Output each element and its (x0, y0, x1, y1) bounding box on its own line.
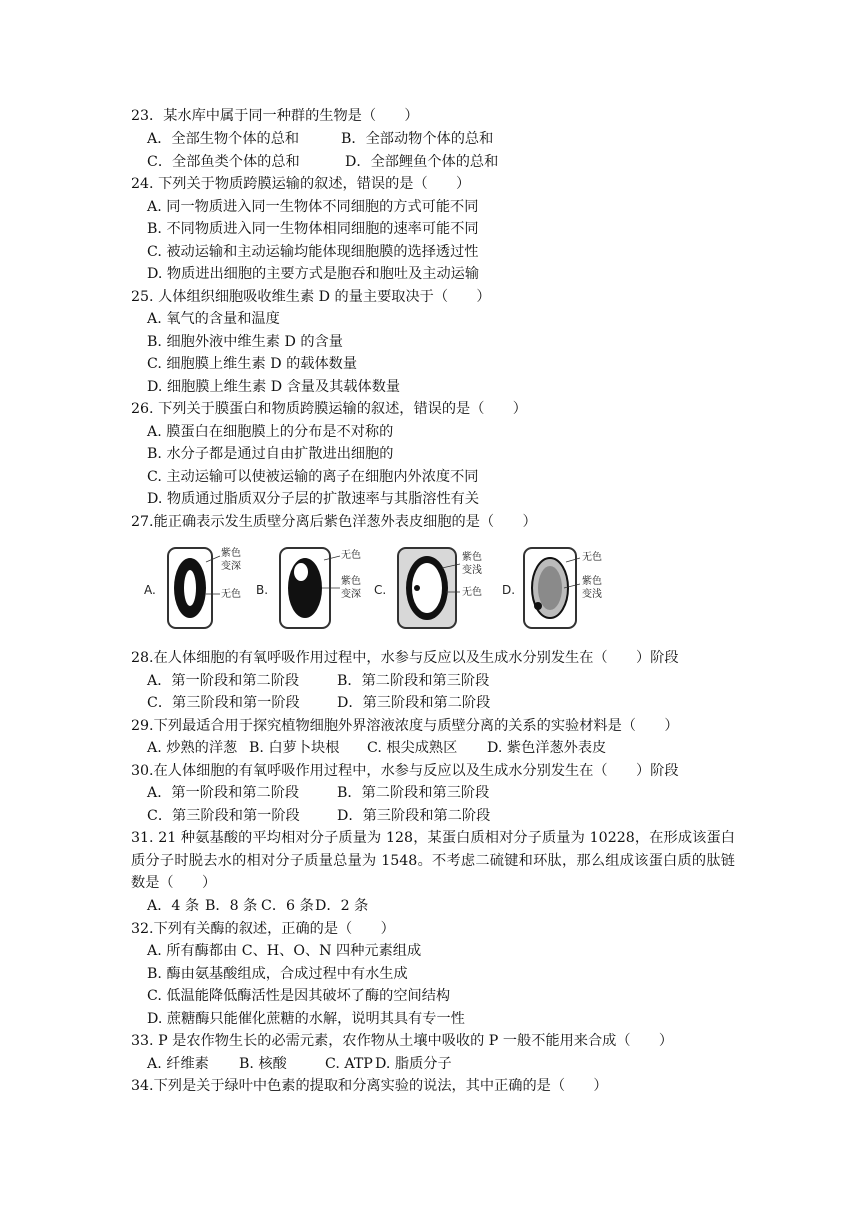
option-c: C. ATP (325, 1056, 373, 1072)
question-25-option-b: B. 细胞外液中维生素 D 的含量 (147, 334, 343, 350)
option-b: B．第二阶段和第三阶段 (337, 673, 490, 689)
question-24-stem: 24. 下列关于物质跨膜运输的叙述，错误的是（ ） (131, 176, 471, 192)
option-a: A．4 条 (147, 898, 200, 914)
question-32-option-c: C. 低温能降低酶活性是因其破坏了酶的空间结构 (147, 988, 451, 1004)
cell-b-diagram (256, 548, 361, 628)
cell-b-nucleus-area (294, 563, 308, 581)
cell-d-label-1: 无色 (582, 552, 602, 563)
option-d: D. 紫色洋葱外表皮 (487, 740, 607, 756)
option-b: B．第二阶段和第三阶段 (337, 785, 490, 801)
question-28-options-row2 (147, 692, 490, 712)
question-32-option-a: A. 所有酶都由 C、H、O、N 四种元素组成 (147, 943, 422, 959)
question-33-stem: 33. P 是农作物生长的必需元素，农作物从土壤中吸收的 P 一般不能用来合成（ ） (131, 1033, 674, 1049)
question-26-option-c: C. 主动运输可以使被运输的离子在细胞内外浓度不同 (147, 469, 479, 485)
question-24-option-c: C. 被动运输和主动运输均能体现细胞膜的选择透过性 (147, 244, 479, 260)
cell-c-diagram (374, 548, 482, 628)
cell-diagrams (140, 542, 620, 634)
option-b: B．全部动物个体的总和 (341, 131, 494, 147)
question-32-stem: 32.下列有关酶的叙述，正确的是（ ） (131, 921, 395, 937)
cell-c-letter: C. (374, 583, 387, 597)
question-25-option-c: C. 细胞膜上维生素 D 的载体数量 (147, 356, 358, 372)
option-a: A．全部生物个体的总和 (147, 131, 300, 147)
option-d: D．第三阶段和第二阶段 (337, 695, 491, 711)
question-26-stem: 26. 下列关于膜蛋白和物质跨膜运输的叙述，错误的是（ ） (131, 401, 527, 417)
question-27-stem: 27.能正确表示发生质壁分离后紫色洋葱外表皮细胞的是（ ） (131, 514, 537, 530)
question-30-options-row2 (147, 805, 490, 825)
cell-b-label-3: 变深 (341, 589, 361, 600)
cell-c-label-1: 紫色 (462, 552, 482, 563)
question-33-options (147, 1053, 452, 1073)
question-31-options (147, 895, 368, 915)
option-a: A. 炒熟的洋葱 (147, 740, 238, 756)
cell-b-label-2: 紫色 (341, 576, 361, 587)
option-a: A．第一阶段和第二阶段 (147, 785, 300, 801)
question-28-stem: 28.在人体细胞的有氧呼吸作用过程中，水参与反应以及生成水分别发生在（ ）阶段 (131, 650, 679, 666)
option-b: B. 核酸 (239, 1056, 287, 1072)
cell-d-label-3: 变浅 (582, 589, 602, 600)
option-c: C. 根尖成熟区 (367, 740, 458, 756)
question-26-option-d: D. 物质通过脂质双分子层的扩散速率与其脂溶性有关 (147, 491, 480, 507)
question-32-option-d: D. 蔗糖酶只能催化蔗糖的水解，说明其具有专一性 (147, 1011, 465, 1027)
option-b: B．8 条 (205, 898, 258, 914)
cell-c-label-3: 无色 (462, 587, 482, 598)
cell-a-diagram (144, 546, 241, 628)
option-c: C．第三阶段和第一阶段 (147, 808, 300, 824)
option-d: D. 脂质分子 (375, 1056, 452, 1072)
question-25-option-a: A. 氧气的含量和温度 (147, 311, 280, 327)
question-30-options-row1 (147, 782, 489, 802)
question-34-stem: 34.下列是关于绿叶中色素的提取和分离实验的说法，其中正确的是（ ） (131, 1078, 608, 1094)
cell-a-label-2: 变深 (221, 561, 241, 572)
question-24-option-a: A. 同一物质进入同一生物体不同细胞的方式可能不同 (147, 199, 479, 215)
cell-b-letter: B. (256, 583, 269, 597)
cell-a-center (184, 570, 196, 606)
option-c: C．6 条 (261, 898, 314, 914)
question-26-option-a: A. 膜蛋白在细胞膜上的分布是不对称的 (147, 424, 394, 440)
option-a: A. 纤维素 (147, 1056, 209, 1072)
question-29-options (147, 737, 606, 757)
cell-d-diagram (502, 548, 602, 628)
option-d: D．2 条 (315, 898, 369, 914)
question-25-stem: 25. 人体组织细胞吸收维生素 D 的量主要取决于（ ） (131, 289, 491, 305)
cell-a-label-1: 紫色 (221, 548, 241, 559)
question-30-stem: 30.在人体细胞的有氧呼吸作用过程中，水参与反应以及生成水分别发生在（ ）阶段 (131, 763, 679, 779)
question-31-stem: 31. 21 种氨基酸的平均相对分子质量为 128，某蛋白质相对分子质量为 10228，在形成该蛋白质分子时脱去水的相对分子质量总量为 1548。不考虑二硫键和环肽，那么组成该蛋白质的肽链数是（ ） (131, 830, 735, 891)
question-26-option-b: B. 水分子都是通过自由扩散进出细胞的 (147, 446, 394, 462)
plasmolysis-cell-figure (140, 542, 620, 634)
question-23-stem: 23．某水库中属于同一种群的生物是（ ） (131, 108, 419, 124)
cell-d-vacuole (538, 566, 562, 610)
cell-b-label-1: 无色 (341, 550, 361, 561)
option-b: B. 白萝卜块根 (249, 740, 340, 756)
option-c: C．全部鱼类个体的总和 (147, 154, 300, 170)
cell-a-letter: A. (144, 583, 156, 597)
question-28-options-row1 (147, 670, 489, 690)
question-24-option-d: D. 物质进出细胞的主要方式是胞吞和胞吐及主动运输 (147, 266, 480, 282)
question-25-option-d: D. 细胞膜上维生素 D 含量及其载体数量 (147, 379, 401, 395)
option-d: D．全部鲤鱼个体的总和 (345, 154, 499, 170)
option-a: A．第一阶段和第二阶段 (147, 673, 300, 689)
question-23-options-row1 (147, 128, 493, 148)
question-29-stem: 29.下列最适合用于探究植物细胞外界溶液浓度与质壁分离的关系的实验材料是（ ） (131, 718, 679, 734)
cell-d-letter: D. (502, 583, 516, 597)
question-23-options-row2 (147, 151, 498, 171)
cell-a-label-3: 无色 (221, 589, 241, 600)
option-d: D．第三阶段和第二阶段 (337, 808, 491, 824)
cell-c-label-2: 变浅 (462, 565, 482, 576)
question-24-option-b: B. 不同物质进入同一生物体相同细胞的速率可能不同 (147, 221, 479, 237)
option-c: C．第三阶段和第一阶段 (147, 695, 300, 711)
cell-d-label-2: 紫色 (582, 576, 602, 587)
question-32-option-b: B. 酶由氨基酸组成，合成过程中有水生成 (147, 966, 408, 982)
